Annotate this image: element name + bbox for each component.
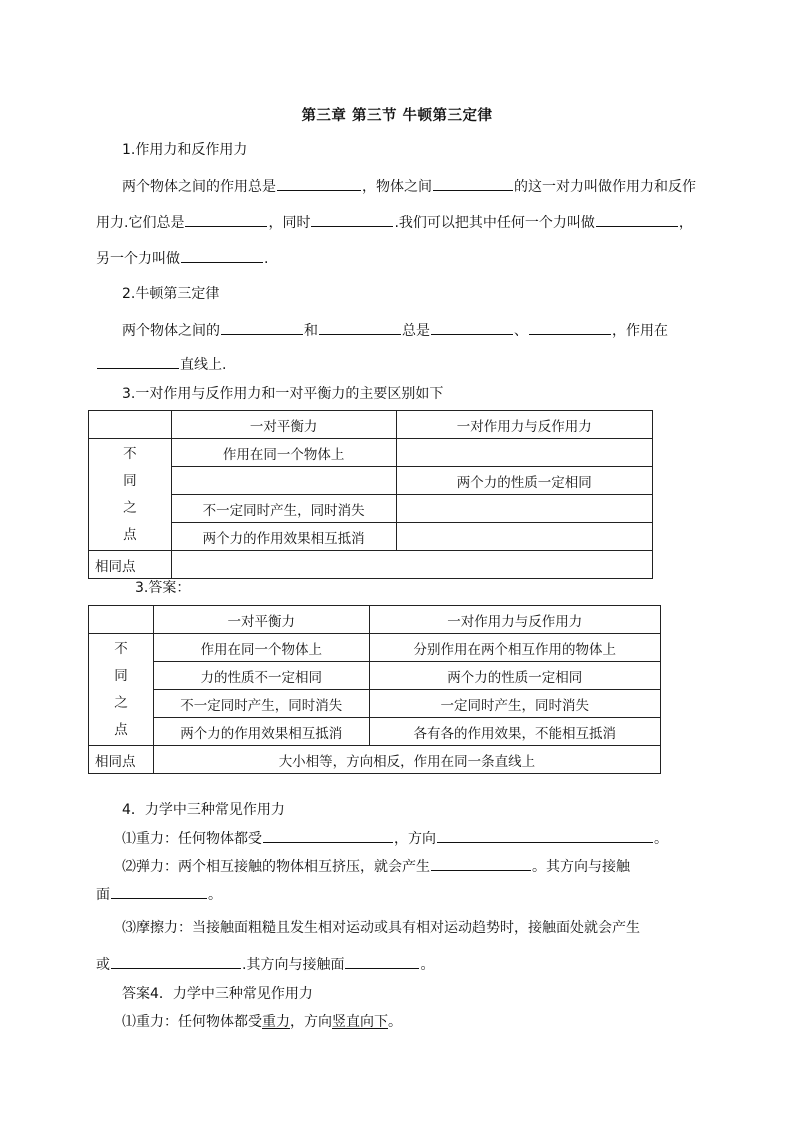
section1-line3: 另一个力叫做 .	[96, 248, 268, 269]
section3-answer-heading: 3.答案：	[135, 580, 191, 596]
table-row	[89, 467, 653, 495]
table-cell: 各有各的作用效果，不能相互抵消	[369, 718, 660, 746]
answer-blank	[433, 176, 513, 191]
difference-label-cell: 不 同 之 点	[89, 439, 172, 551]
answer-blank	[111, 954, 241, 969]
table-row	[89, 495, 653, 523]
table-cell: 力的性质不一定相同	[153, 662, 369, 690]
table-corner-cell	[89, 606, 154, 634]
table-cell: 两个力的作用效果相互抵消	[171, 523, 396, 551]
table-row	[89, 634, 661, 662]
table-header: 一对平衡力	[171, 411, 396, 439]
table-cell: 不一定同时产生，同时消失	[153, 690, 369, 718]
table-cell: 大小相等，方向相反，作用在同一条直线上	[153, 746, 660, 774]
table-header: 一对作用力与反作用力	[396, 411, 652, 439]
section1-line1: 两个物体之间的作用总是 ，物体之间 的这一对力叫做作用力和反作	[122, 176, 696, 197]
answer-blank	[185, 212, 267, 227]
table-cell	[171, 551, 652, 579]
table-cell: 作用在同一个物体上	[153, 634, 369, 662]
answer-blank	[319, 320, 401, 335]
table-row	[89, 523, 653, 551]
table-corner-cell	[89, 411, 172, 439]
friction-line2: 或 .其方向与接触面 。	[96, 954, 434, 975]
section2-heading: 2.牛顿第三定律	[122, 286, 220, 302]
table-cell: 不一定同时产生，同时消失	[171, 495, 396, 523]
answer-blank	[431, 320, 513, 335]
table-row	[89, 718, 661, 746]
answer-blank	[221, 320, 303, 335]
section4-heading: 4．力学中三种常见作用力	[122, 802, 285, 818]
answer-blank	[97, 354, 179, 369]
comparison-table	[88, 410, 653, 579]
table-row	[89, 551, 653, 579]
elastic-line2: 面 。	[96, 884, 222, 905]
elastic-line1: ⑵弹力：两个相互接触的物体相互挤压，就会产生 。其方向与接触	[122, 856, 630, 877]
answer-blank	[277, 176, 361, 191]
answer-blank	[431, 856, 531, 871]
answer-blank	[596, 212, 678, 227]
table-header-row	[89, 606, 661, 634]
table-cell: 分别作用在两个相互作用的物体上	[369, 634, 660, 662]
table-cell	[171, 467, 396, 495]
table-cell	[396, 523, 652, 551]
table-cell: 一定同时产生，同时消失	[369, 690, 660, 718]
same-label-cell: 相同点	[89, 551, 172, 579]
answer-blank	[529, 320, 611, 335]
gravity-line: ⑴重力：任何物体都受 ，方向 。	[122, 828, 668, 849]
table-cell	[396, 495, 652, 523]
table-cell	[396, 439, 652, 467]
same-label-cell: 相同点	[89, 746, 154, 774]
section2-line1: 两个物体之间的 和 总是 、 ，作用在	[122, 320, 668, 341]
table-header: 一对作用力与反作用力	[369, 606, 660, 634]
table-row	[89, 746, 661, 774]
table-header-row	[89, 411, 653, 439]
answer-table	[88, 605, 661, 774]
table-cell: 两个力的性质一定相同	[396, 467, 652, 495]
answer-blank	[311, 212, 393, 227]
answer-blank	[345, 954, 419, 969]
gravity-answer-line: ⑴重力：任何物体都受重力，方向竖直向下。	[122, 1014, 402, 1030]
page-title: 第三章 第三节 牛顿第三定律	[301, 108, 493, 124]
table-cell: 两个力的作用效果相互抵消	[153, 718, 369, 746]
answer-blank	[111, 884, 207, 899]
section3-heading: 3.一对作用与反作用力和一对平衡力的主要区别如下	[122, 386, 444, 402]
table-cell: 两个力的性质一定相同	[369, 662, 660, 690]
answer-blank	[181, 248, 263, 263]
table-row	[89, 439, 653, 467]
section1-line2: 用力.它们总是 ，同时 .我们可以把其中任何一个力叫做 ，	[96, 212, 693, 233]
friction-line1: ⑶摩擦力：当接触面粗糙且发生相对运动或具有相对运动趋势时，接触面处就会产生	[122, 920, 640, 936]
table-row	[89, 662, 661, 690]
section4-answer-heading: 答案4．力学中三种常见作用力	[122, 986, 313, 1002]
answer-blank	[263, 828, 393, 843]
table-row	[89, 690, 661, 718]
difference-label-cell: 不 同 之 点	[89, 634, 154, 746]
answer-blank	[437, 828, 653, 843]
section2-line2: 直线上.	[96, 354, 226, 375]
section1-heading: 1.作用力和反作用力	[122, 142, 248, 158]
table-header: 一对平衡力	[153, 606, 369, 634]
table-cell: 作用在同一个物体上	[171, 439, 396, 467]
